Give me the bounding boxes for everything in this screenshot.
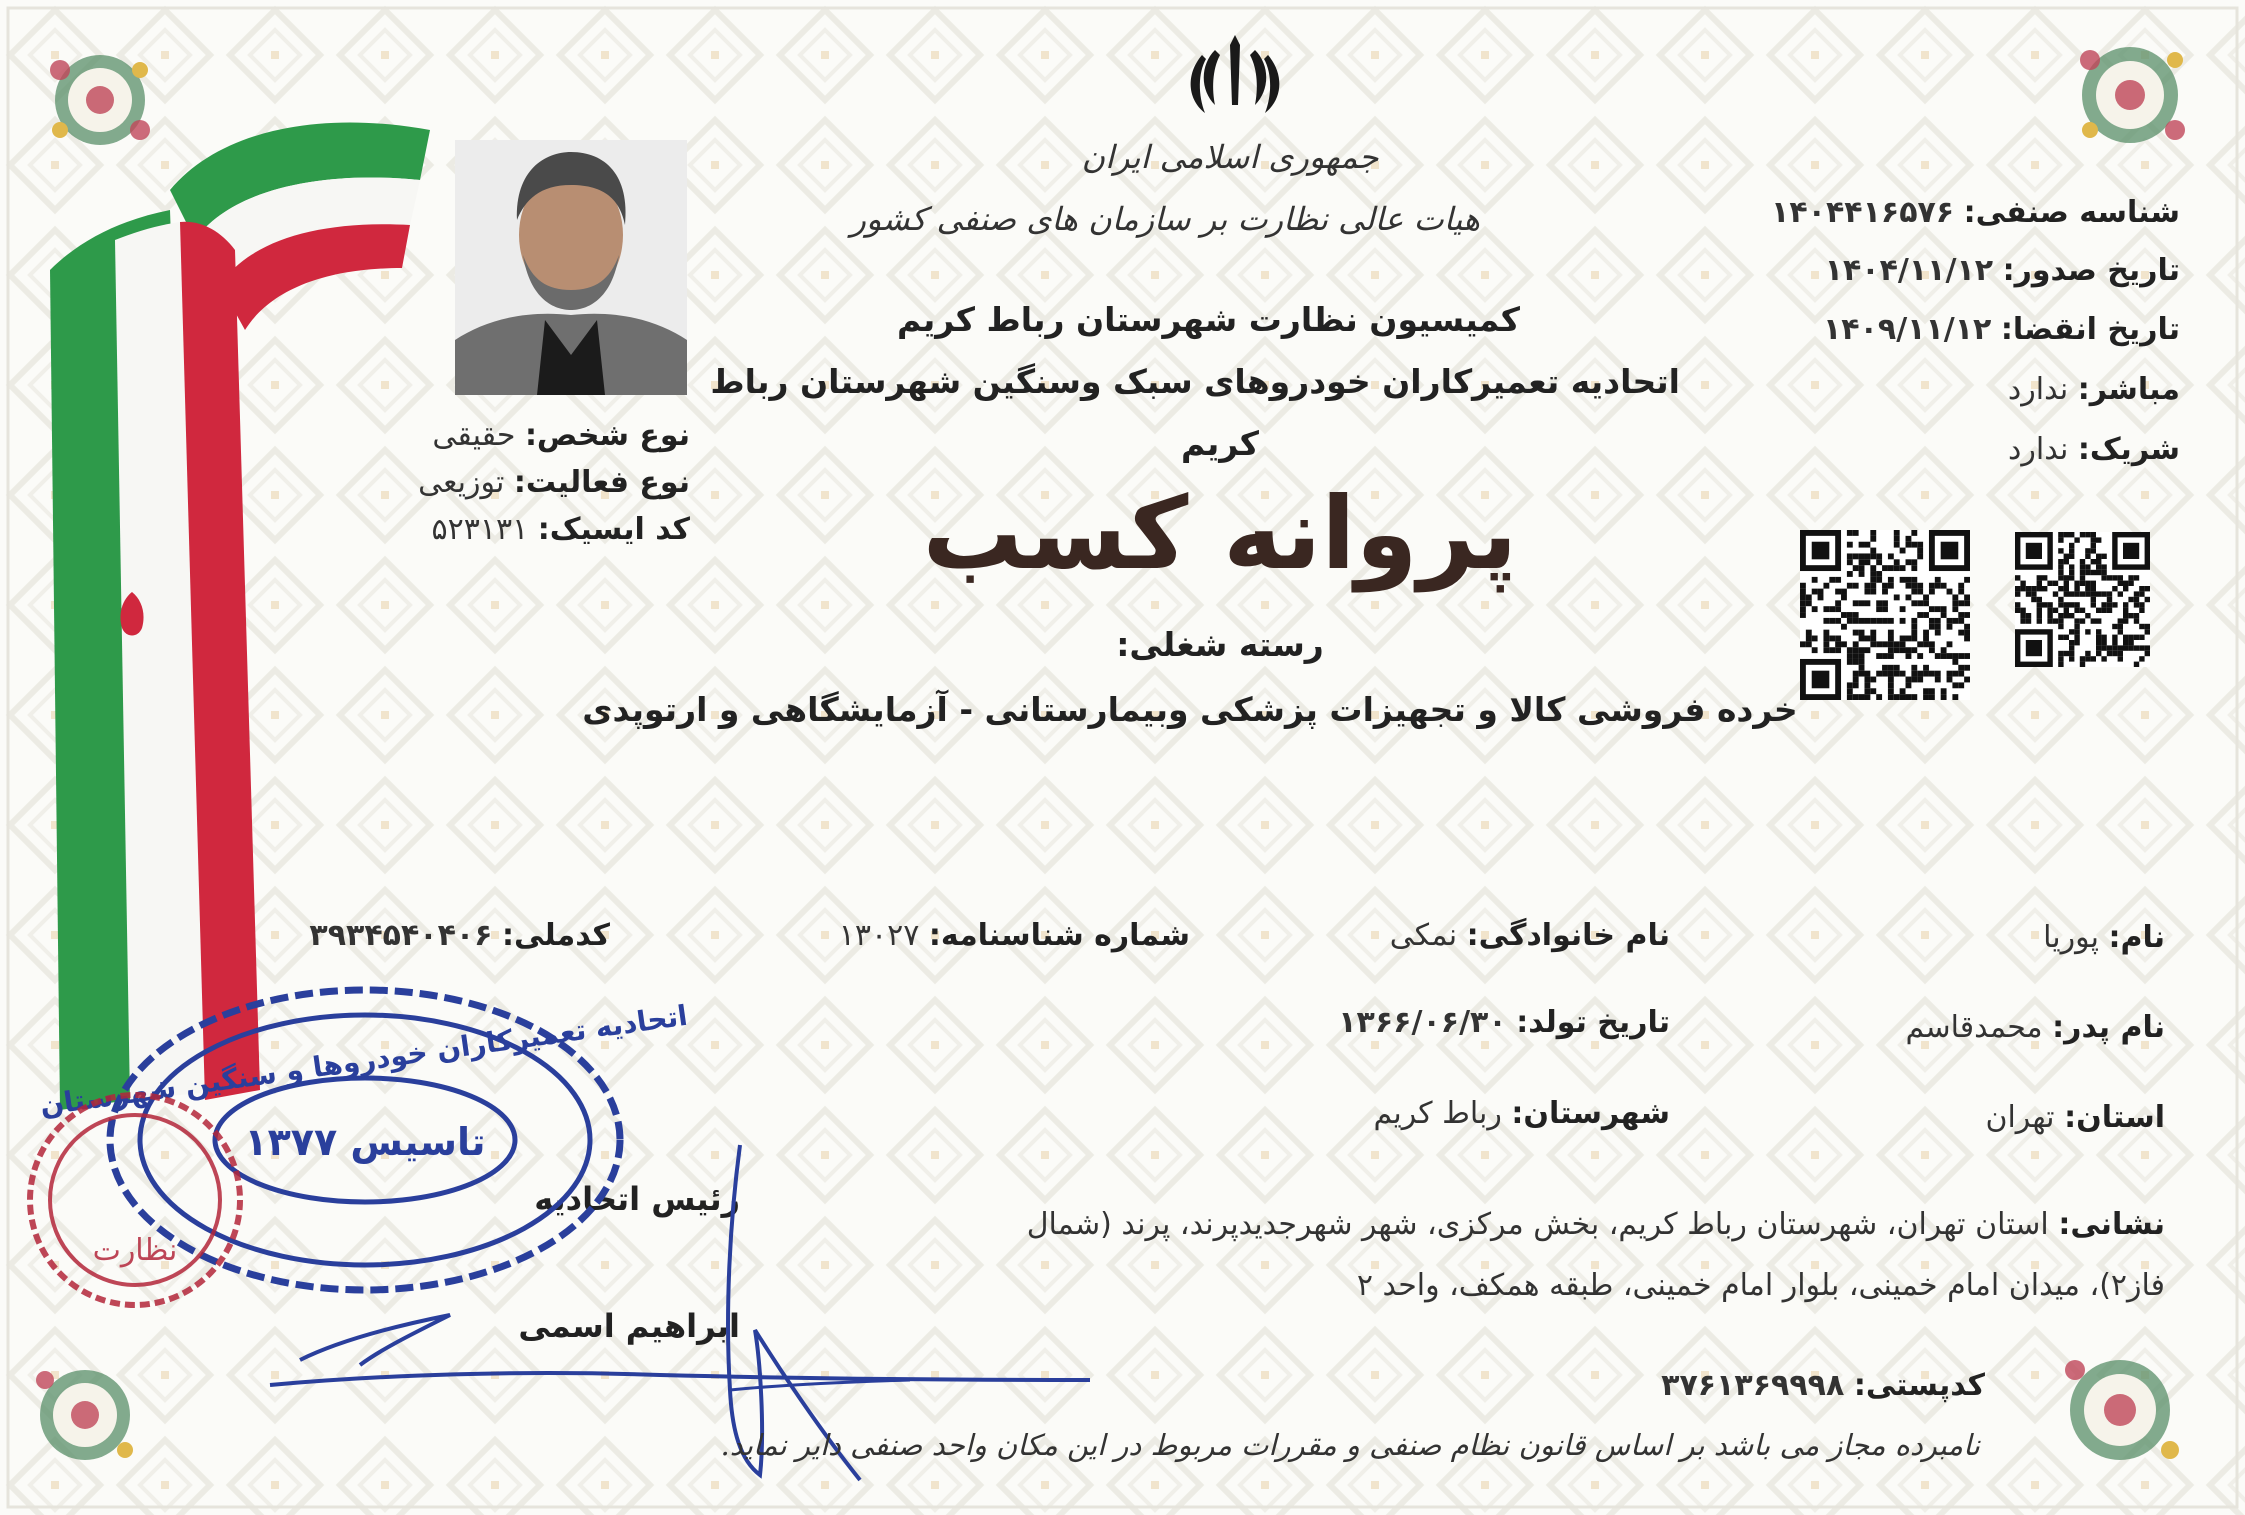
activity-type-label: نوع فعالیت: xyxy=(513,465,690,500)
postal-code-value: ۳۷۶۱۳۶۹۹۹۸ xyxy=(1661,1368,1845,1403)
header-board: هیات عالی نظارت بر سازمان های صنفی کشور xyxy=(850,200,1480,238)
isic-code-value: ۵۲۳۱۳۱ xyxy=(431,512,529,547)
address-line2-value: فاز۲)، میدان امام خمینی، بلوار امام خمینی، طبقه همکف، واحد ۲ xyxy=(1356,1268,2165,1303)
guild-id-row xyxy=(1760,195,2180,230)
issue-date-row xyxy=(1760,253,2180,288)
iran-emblem-icon xyxy=(1180,25,1290,125)
province-row xyxy=(1860,1100,2165,1135)
city-label: شهرستان: xyxy=(1511,1096,1670,1131)
expiry-date-label: تاریخ انقضا: xyxy=(2000,312,2180,347)
document-title: پروانه کسب xyxy=(922,475,1518,592)
birth-date-value: ۱۳۶۶/۰۶/۳۰ xyxy=(1338,1005,1507,1040)
last-name-label: نام خانوادگی: xyxy=(1466,918,1670,953)
manager-label: مباشر: xyxy=(2077,372,2180,407)
father-name-label: نام پدر: xyxy=(2052,1010,2165,1045)
person-photo xyxy=(455,140,687,395)
corner-ornament-top-right xyxy=(2040,25,2220,165)
guild-id-value: ۱۴۰۴۴۱۶۵۷۶ xyxy=(1771,195,1955,230)
address-line2 xyxy=(1040,1268,2165,1303)
postal-code-row xyxy=(1600,1368,1985,1403)
partner-label: شریک: xyxy=(2077,432,2180,467)
father-name-value: محمدقاسم xyxy=(1905,1010,2043,1045)
qr-code-small xyxy=(2015,532,2150,667)
first-name-value: پوریا xyxy=(2043,920,2099,955)
partner-value: ندارد xyxy=(2008,432,2069,467)
province-value: تهران xyxy=(1985,1100,2055,1135)
stamp-outer-text: اتحادیه تعمیرکاران خودروها و سنگین شهرستان xyxy=(37,998,690,1123)
birth-date-label: تاریخ تولد: xyxy=(1516,1005,1670,1040)
first-name-label: نام: xyxy=(2108,920,2165,955)
expiry-date-value: ۱۴۰۹/۱۱/۱۲ xyxy=(1822,312,1992,347)
manager-row xyxy=(1760,372,2180,407)
activity-type-row xyxy=(380,465,690,500)
signatory-name: ابراهیم اسمی xyxy=(518,1307,740,1345)
address-line1 xyxy=(940,1207,2165,1242)
header-commission: کمیسیون نظارت شهرستان رباط کریم xyxy=(896,300,1520,339)
father-name-row xyxy=(1860,1010,2165,1045)
address-label: نشانی: xyxy=(2058,1207,2165,1242)
birth-date-row xyxy=(1260,1005,1670,1040)
supervision-seal-stamp xyxy=(20,1085,250,1315)
birth-cert-label: شماره شناسنامه: xyxy=(928,918,1190,953)
activity-type-value: توزیعی xyxy=(418,465,505,500)
header-union-line2: کریم xyxy=(1181,424,1259,463)
province-label: استان: xyxy=(2064,1100,2165,1135)
signatory-title: رئیس اتحادیه xyxy=(534,1180,740,1218)
issue-date-value: ۱۴۰۴/۱۱/۱۲ xyxy=(1824,253,1994,288)
isic-code-row xyxy=(380,512,690,547)
second-stamp-text: نظارت xyxy=(92,1233,178,1268)
business-category-value: خرده فروشی کالا و تجهیزات پزشکی وبیمارستانی - آزمایشگاهی و ارتوپدی xyxy=(582,690,1798,729)
business-category-label: رسته شغلی: xyxy=(1116,625,1324,664)
header-republic: جمهوری اسلامی ایران xyxy=(1081,138,1379,176)
city-value: رباط کریم xyxy=(1373,1096,1502,1131)
corner-ornament-bottom-right xyxy=(2030,1330,2210,1490)
birth-cert-value: ۱۳۰۲۷ xyxy=(838,918,920,953)
guild-id-label: شناسه صنفی: xyxy=(1963,195,2180,230)
partner-row xyxy=(1760,432,2180,467)
city-row xyxy=(1260,1096,1670,1131)
stamp-center-text: تاسیس ۱۳۷۷ xyxy=(244,1120,486,1164)
footer-legal-note: نامبرده مجاز می باشد بر اساس قانون نظام صنفی و مقررات مربوط در این مکان واحد صنفی دایر نماید. xyxy=(720,1428,1980,1462)
person-type-row xyxy=(380,418,690,453)
isic-code-label: کد ایسیک: xyxy=(537,512,690,547)
header-union-line1: اتحادیه تعمیرکاران خودروهای سبک وسنگین شهرستان رباط xyxy=(710,362,1680,401)
expiry-date-row xyxy=(1760,312,2180,347)
national-code-row xyxy=(280,918,610,953)
issue-date-label: تاریخ صدور: xyxy=(2002,253,2180,288)
person-type-label: نوع شخص: xyxy=(524,418,690,453)
last-name-row xyxy=(1260,918,1670,953)
national-code-value: ۳۹۳۴۵۴۰۴۰۶ xyxy=(309,918,493,953)
last-name-value: نمکی xyxy=(1389,918,1458,953)
iran-flag-ribbon xyxy=(20,90,440,1130)
national-code-label: کدملی: xyxy=(502,918,610,953)
qr-code-large xyxy=(1800,530,1970,700)
manager-value: ندارد xyxy=(2007,372,2069,407)
person-type-value: حقیقی xyxy=(432,418,516,453)
corner-ornament-bottom-left xyxy=(10,1340,160,1490)
first-name-row xyxy=(1860,920,2165,955)
postal-code-label: کدپستی: xyxy=(1853,1368,1985,1403)
birth-cert-row xyxy=(820,918,1190,953)
address-line1-value: استان تهران، شهرستان رباط کریم، بخش مرکزی، شهر شهرجدیدپرند، پرند (شمال xyxy=(1026,1207,2049,1242)
